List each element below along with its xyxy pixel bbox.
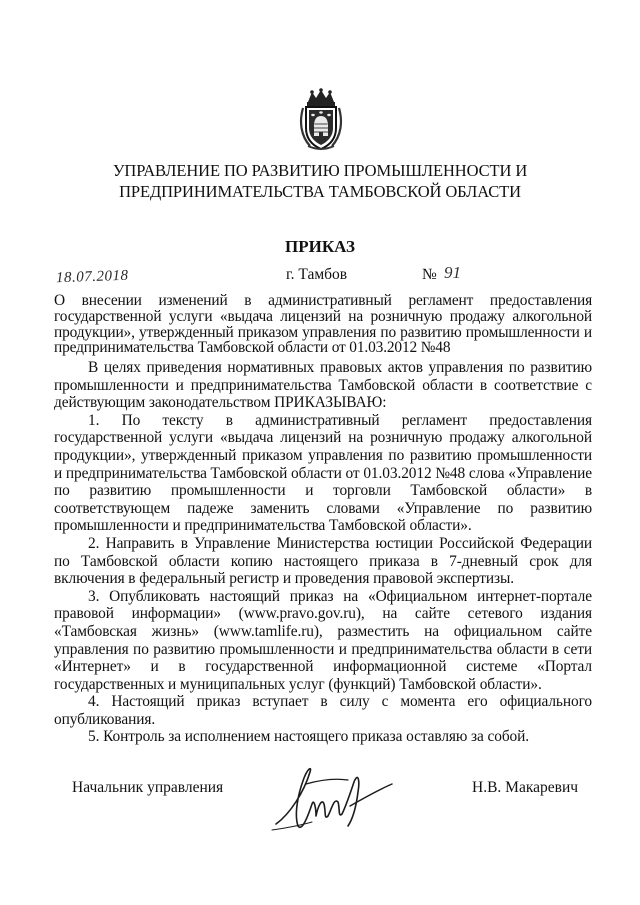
organization-name [60, 160, 580, 202]
order-date: 18.07.2018 [55, 267, 129, 287]
order-title: ПРИКАЗ [285, 237, 355, 256]
signer-position: Начальник управления [72, 779, 224, 796]
order-city: г. Тамбов [286, 266, 348, 283]
organization-name-line-1: УПРАВЛЕНИЕ ПО РАЗВИТИЮ ПРОМЫШЛЕННОСТИ И [112, 161, 528, 180]
organization-name-line-2: ПРЕДПРИНИМАТЕЛЬСТВА ТАМБОВСКОЙ ОБЛАСТИ [119, 182, 521, 201]
clause-5-paragraph: 5. Контроль за исполнением настоящего приказа оставляю за собой. [88, 728, 530, 746]
preamble-paragraph: В целях приведения нормативных правовых актов управления по развитию промышленности и предпринимательства Тамбовской области в соответствие с действующим законодательством ПРИКАЗЫВАЮ: [54, 359, 592, 412]
signature-icon [268, 758, 396, 840]
clause-2-paragraph: 2. Направить в Управление Министерства юстиции Российской Федерации по Тамбовской области копию настоящего приказа в 7-дневный срок для включения в федеральный регистр и проведения правовой экспертизы. [54, 534, 592, 588]
clause-3-paragraph: 3. Опубликовать настоящий приказ на «Официальном интернет-портале правовой информации» (www.pravo.gov.ru), на сайте сетевого издания «Тамбовская жизнь» (www.tamlife.ru), разместить на официальном сайте управления по развитию промышленности и предпринимательства области в сети «Интернет» и в государственной информационной системе «Портал государственных и муниципальных услуг (функций) Тамбовской области». [54, 587, 592, 693]
order-subject: О внесении изменений в административный регламент предоставления государственной услуги «выдача лицензий на розничную продажу алкогольной продукции», утвержденный приказом управления по развитию промышленности и предпринимательства Тамбовской области от 01.03.2012 №48 [54, 292, 592, 357]
clause-4-paragraph: 4. Настоящий приказ вступает в силу с момента его официального опубликования. [54, 693, 592, 728]
order-number-label: № [422, 266, 437, 283]
signer-name: Н.В. Макаревич [472, 779, 579, 796]
clause-1-paragraph: 1. По тексту в административный регламент предоставления государственной услуги «выдача лицензий на розничную продажу алкогольной продукции», утвержденный приказом управления по развитию промышленности и предпринимательства Тамбовской области от 01.03.2012 №48 слова «Управление по развитию промышленности и торговли Тамбовской области» в соответствующем падеже заменить словами «Управление по развитию промышленности и предпринимательства Тамбовской области». [54, 411, 592, 535]
order-number: 91 [444, 263, 461, 282]
coat-of-arms-icon [296, 88, 346, 152]
order-body [54, 359, 592, 746]
